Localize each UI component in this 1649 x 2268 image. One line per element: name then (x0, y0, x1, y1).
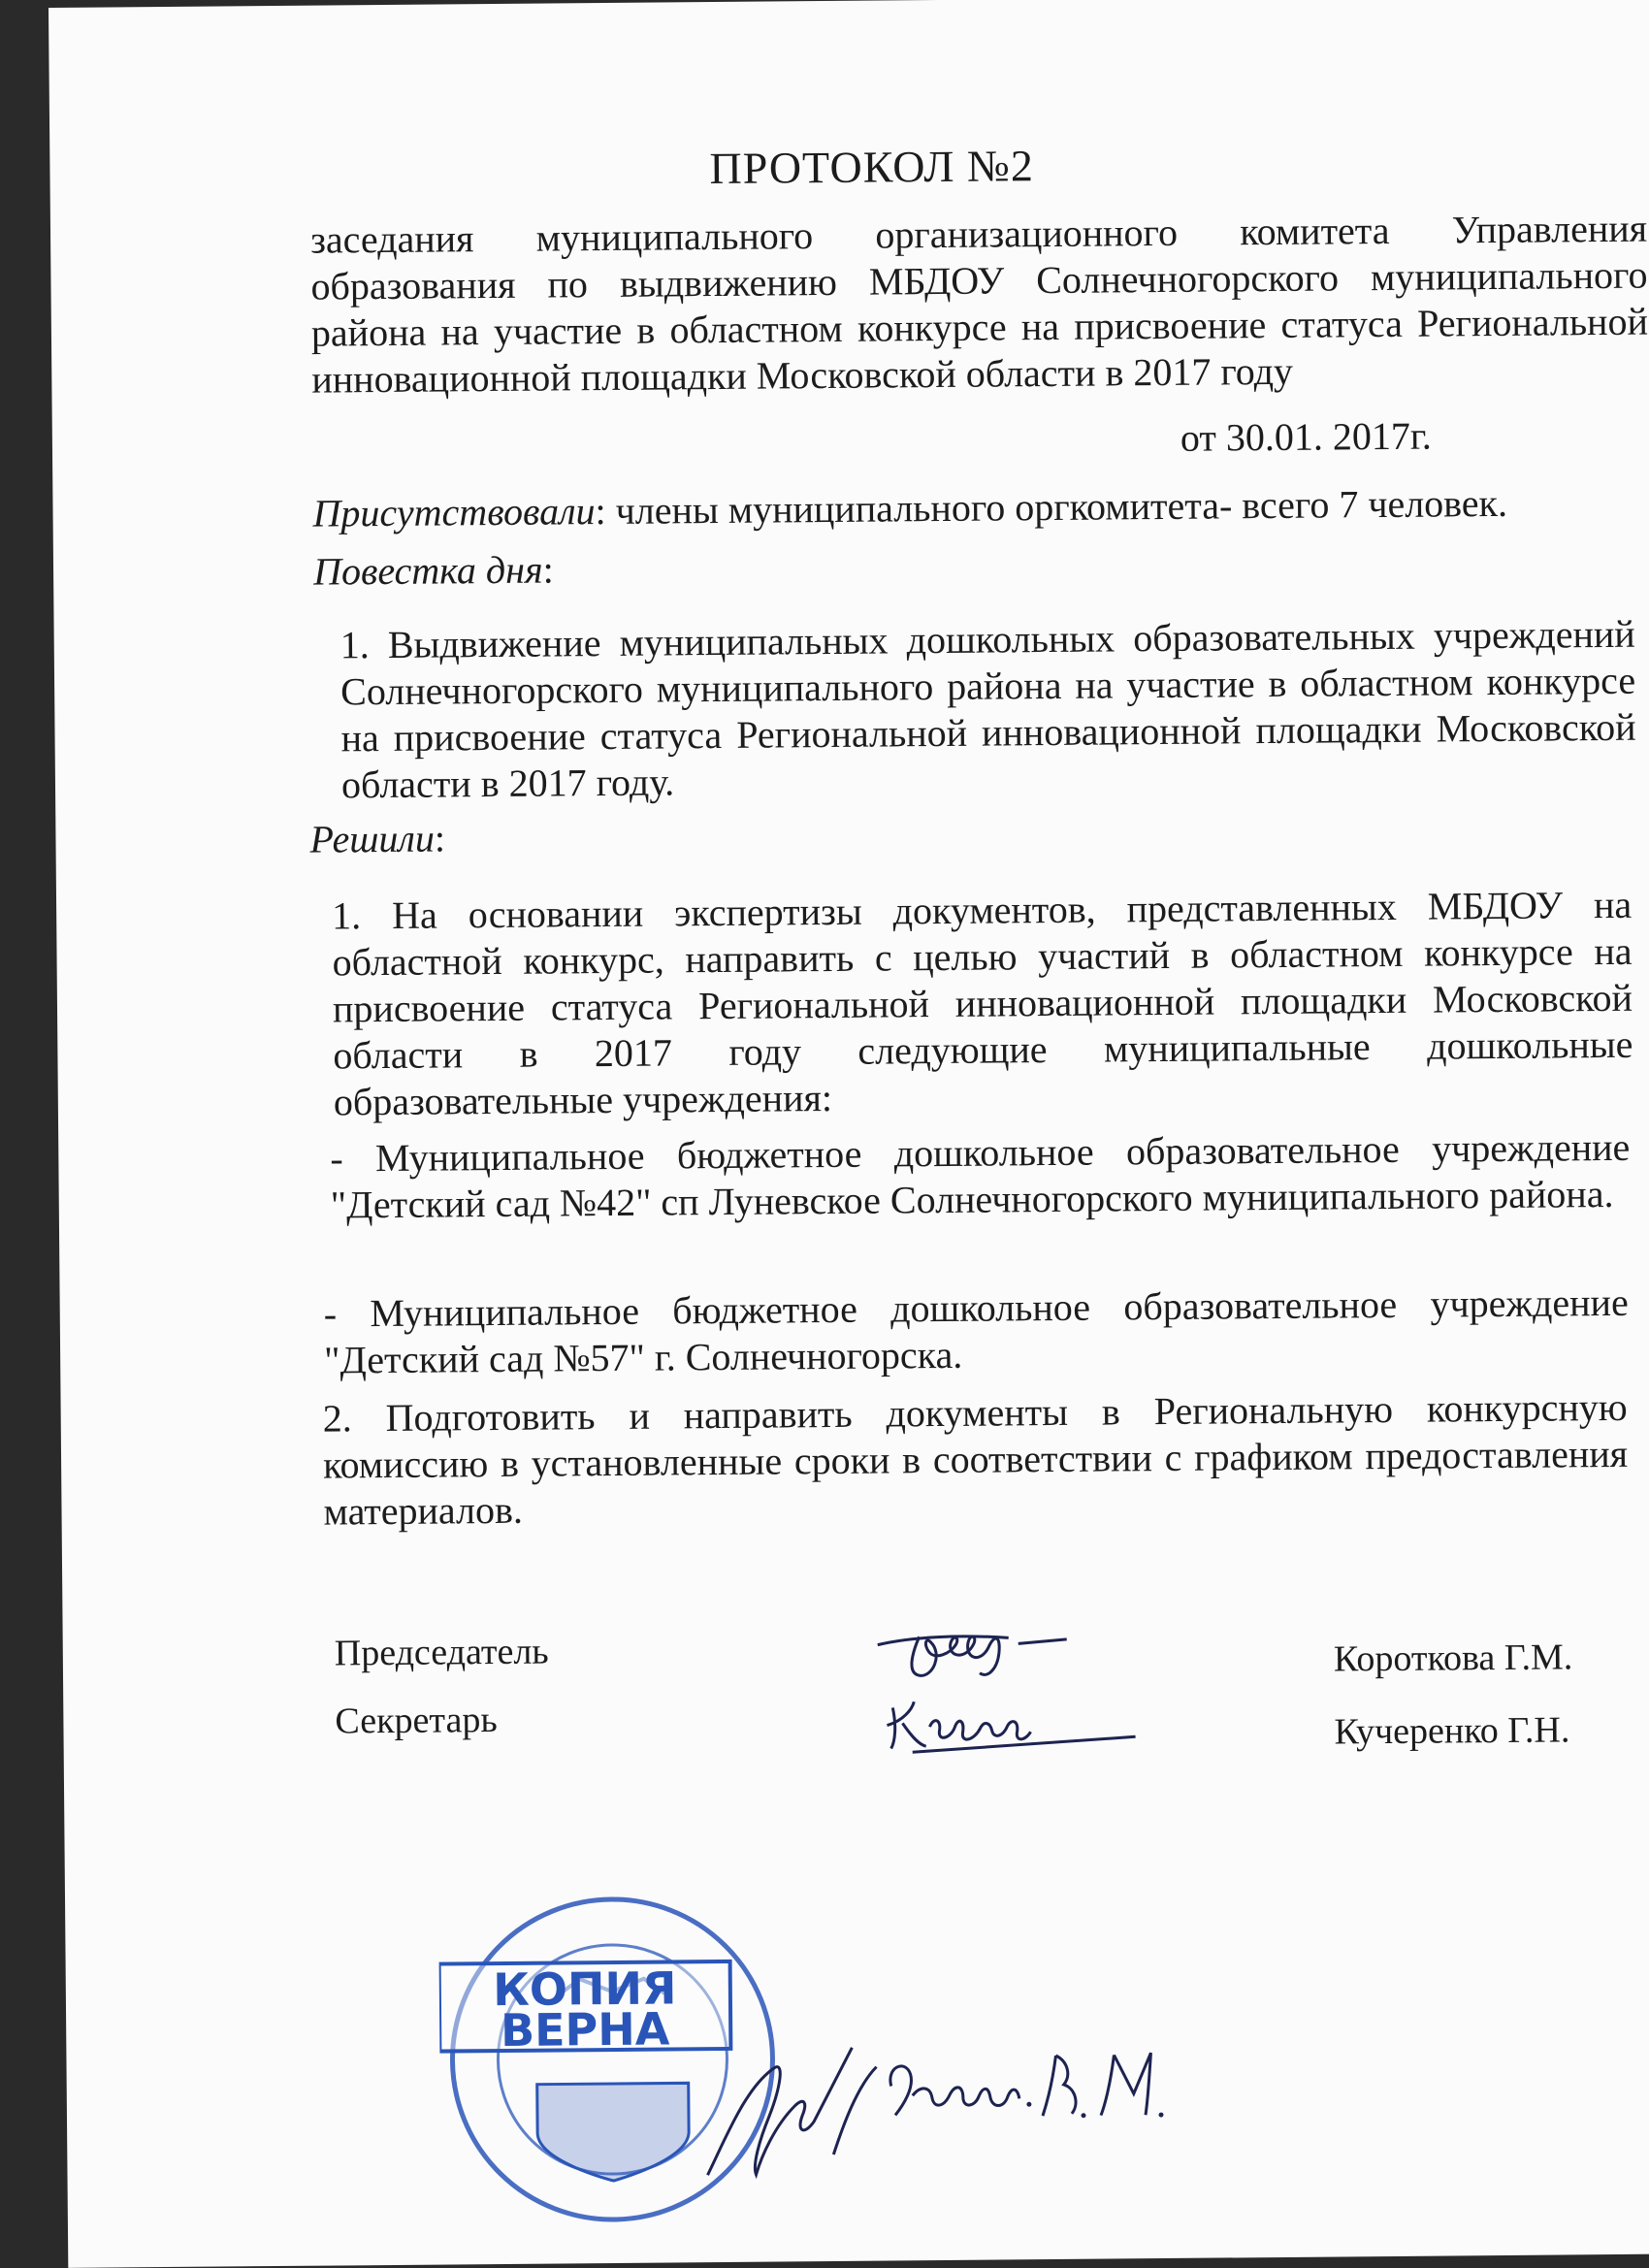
institution-item: - Муниципальное бюджетное дошкольное образовательное учреждение "Детский сад №42" сп Луневское Солнечногорского муниципального района. (330, 1124, 1631, 1227)
agenda-label: Повестка дня (312, 547, 543, 594)
institution-item: - Муниципальное бюджетное дошкольное образовательное учреждение "Детский сад №57" г. Солнечногорска. (323, 1280, 1629, 1382)
document-title: ПРОТОКОЛ №2 (709, 141, 1035, 194)
agenda-heading: Повестка дня: (312, 547, 554, 594)
chairman-signature (872, 1614, 1096, 1694)
document-date: от 30.01. 2017г. (1180, 413, 1432, 460)
chairman-role: Председатель (334, 1631, 549, 1674)
secretary-name: Кучеренко Г.Н. (1334, 1709, 1570, 1753)
decision-item-2: 2. Подготовить и направить документы в Региональную конкурсную комиссию в установленные сроки в соответствии с графиком предоставления материалов. (322, 1384, 1629, 1534)
certifying-signature (687, 2025, 1192, 2186)
document-page (48, 0, 1649, 2268)
attended-text: : члены муниципального оргкомитета- всего 7 человек. (595, 480, 1508, 534)
attended-line (312, 479, 1649, 537)
document-subject: заседания муниципального организационного комитета Управления образования по выдвижению МБДОУ Солнечногорского муниципального района на участие в областном конкурсе на присвоение статуса Региональной инновационной площадки Московской области в 2017 году (309, 206, 1649, 402)
attended-label: Присутствовали (312, 489, 596, 535)
stamp-bottom-text: ВЕРНА (500, 2002, 670, 2057)
stamp-top-text: КОПИЯ (493, 1961, 677, 2017)
chairman-name: Короткова Г.М. (1333, 1636, 1573, 1680)
decision-heading: Решили: (309, 816, 446, 861)
decision-label: Решили (309, 816, 436, 861)
agenda-item: 1. Выдвижение муниципальных дошкольных образовательных учреждений Солнечногорского муниципального района на участие в областном конкурсе на присвоение статуса Региональной инновационной площадки Московской области в 2017 году. (340, 611, 1636, 807)
decision-item-1: 1. На основании экспертизы документов, представленных МБДОУ на областной конкурс, направить с целью участий в областном конкурсе на присвоение статуса Региональной инновационной площадки Московской области в 2017 году следующие муниципальные дошкольные образовательные учреждения: (331, 882, 1633, 1124)
secretary-signature (883, 1686, 1146, 1766)
secretary-role: Секретарь (335, 1700, 498, 1742)
